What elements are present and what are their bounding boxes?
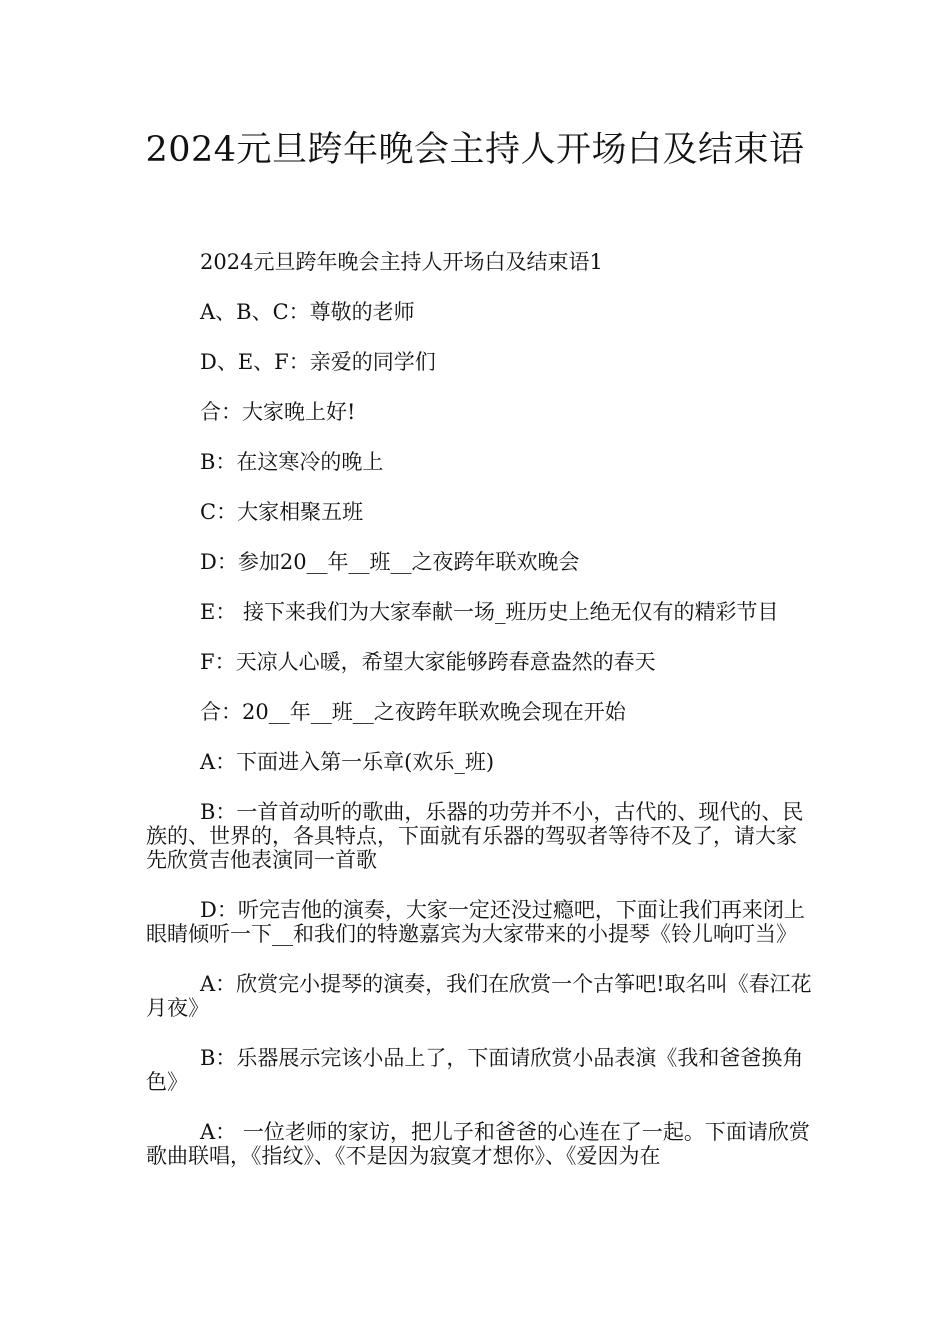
paragraph: B：乐器展示完该小品上了，下面请欣赏小品表演《我和爸爸换角色》 <box>146 1046 804 1094</box>
paragraph-heading: 2024元旦跨年晚会主持人开场白及结束语1 <box>200 250 603 274</box>
paragraph: A： 一位老师的家访，把儿子和爸爸的心连在了一起。下面请欣赏歌曲联唱，《指纹》、《不是因为寂寞才想你》、《爱因为在 <box>146 1120 810 1168</box>
paragraph: B：一首首动听的歌曲，乐器的功劳并不小，古代的、现代的、民族的、世界的，各具特点，下面就有乐器的驾驭者等待不及了，请大家先欣赏吉他表演同一首歌 <box>146 800 804 872</box>
paragraph: C：大家相聚五班 <box>200 500 364 524</box>
paragraph: A、B、C：尊敬的老师 <box>200 300 415 324</box>
paragraph: A：下面进入第一乐章(欢乐_班) <box>200 750 495 774</box>
paragraph: 合：20__年__班__之夜跨年联欢晚会现在开始 <box>200 700 626 724</box>
paragraph: D：参加20__年__班__之夜跨年联欢晚会 <box>200 550 580 574</box>
paragraph: B：在这寒冷的晚上 <box>200 450 384 474</box>
paragraph: E： 接下来我们为大家奉献一场_班历史上绝无仅有的精彩节目 <box>200 600 779 624</box>
document-title: 2024元旦跨年晚会主持人开场白及结束语 <box>145 130 805 170</box>
paragraph: A：欣赏完小提琴的演奏，我们在欣赏一个古筝吧!取名叫《春江花月夜》 <box>146 972 812 1020</box>
paragraph: F：天凉人心暖，希望大家能够跨春意盎然的春天 <box>200 650 656 674</box>
document-body <box>146 250 814 1194</box>
paragraph: D、E、F：亲爱的同学们 <box>200 350 436 374</box>
paragraph: D：听完吉他的演奏，大家一定还没过瘾吧，下面让我们再来闭上眼睛倾听一下__和我们的特邀嘉宾为大家带来的小提琴《铃儿响叮当》 <box>146 898 805 946</box>
paragraph: 合：大家晚上好! <box>200 400 356 424</box>
